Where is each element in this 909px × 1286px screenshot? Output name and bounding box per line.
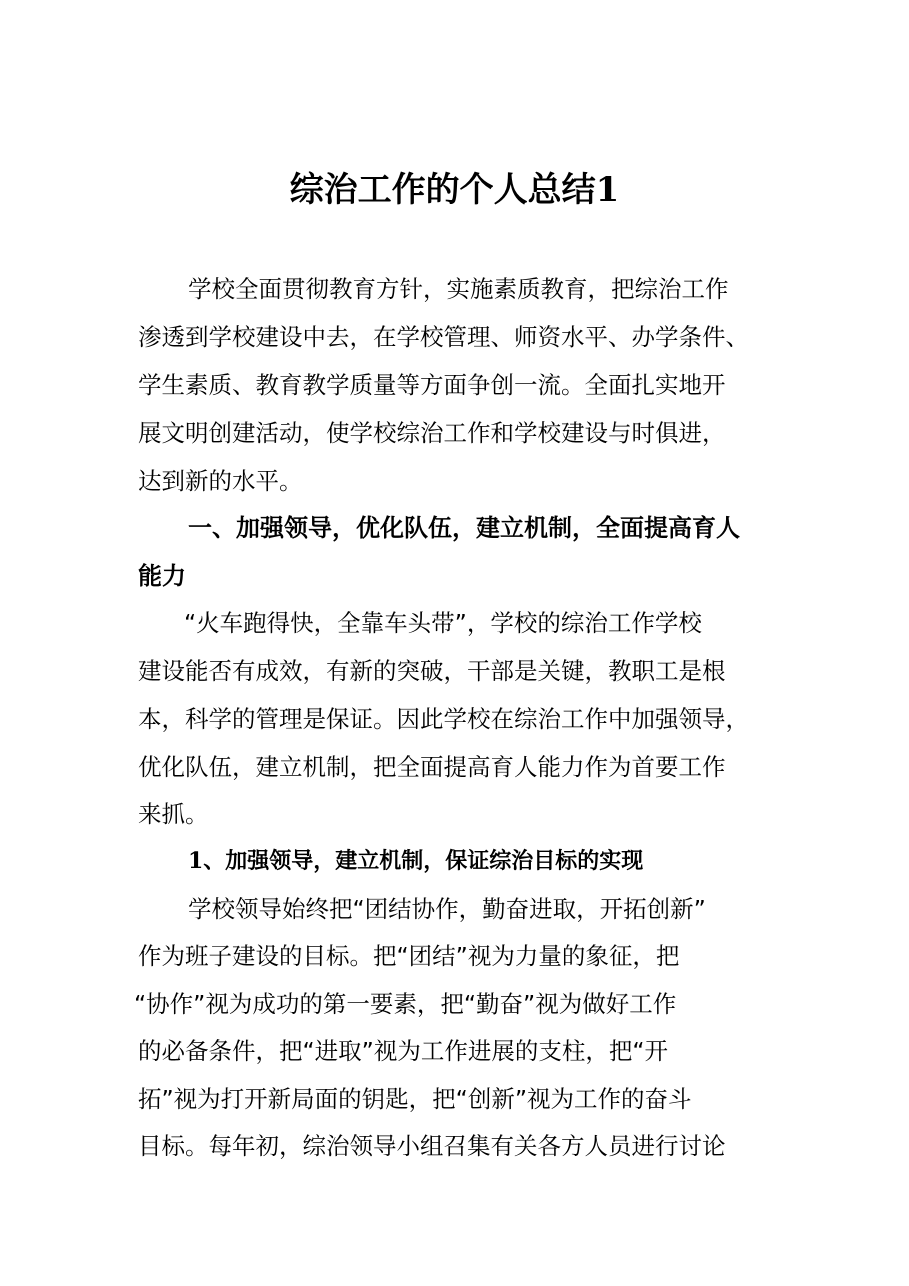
paragraph-2-line-5: 来抓。 [138,800,209,828]
paragraph-3-line-6: 目标。每年初，综治领导小组召集有关各方人员进行讨论 [138,1132,726,1160]
subsection-heading-1: 1、加强领导，建立机制，保证综治目标的实现 [188,848,644,874]
paragraph-3-line-1: 学校领导始终把“团结协作，勤奋进取，开拓创新” [188,895,706,923]
paragraph-3-line-4: 的必备条件，把“进取”视为工作进展的支柱，把“开 [138,1037,669,1065]
paragraph-3-line-5: 拓”视为打开新局面的钥匙，把“创新”视为工作的奋斗 [138,1085,692,1113]
paragraph-1-line-3: 学生素质、教育教学质量等方面争创一流。全面扎实地开 [138,371,726,399]
document-title: 综治工作的个人总结1 [289,170,620,210]
section-heading-1-line-2: 能力 [138,562,186,590]
paragraph-2-line-3: 本，科学的管理是保证。因此学校在综治工作中加强领导， [138,705,749,733]
paragraph-3-line-3: “协作”视为成功的第一要素，把“勤奋”视为做好工作 [134,990,677,1018]
paragraph-2-line-2: 建设能否有成效，有新的突破，干部是关键，教职工是根 [138,657,726,685]
paragraph-3-line-2: 作为班子建设的目标。把“团结”视为力量的象征，把 [138,942,680,970]
section-heading-1-line-1: 一、加强领导，优化队伍，建立机制，全面提高育人 [188,514,740,542]
paragraph-1-line-5: 达到新的水平。 [138,467,303,495]
paragraph-2-line-4: 优化队伍，建立机制，把全面提高育人能力作为首要工作 [138,753,726,781]
paragraph-1-line-2: 渗透到学校建设中去，在学校管理、师资水平、办学条件、 [138,323,749,351]
paragraph-1-line-4: 展文明创建活动，使学校综治工作和学校建设与时俱进， [138,419,726,447]
paragraph-2-line-1: “火车跑得快，全靠车头带”，学校的综治工作学校 [184,609,702,637]
paragraph-1-line-1: 学校全面贯彻教育方针，实施素质教育，把综治工作 [188,275,729,303]
